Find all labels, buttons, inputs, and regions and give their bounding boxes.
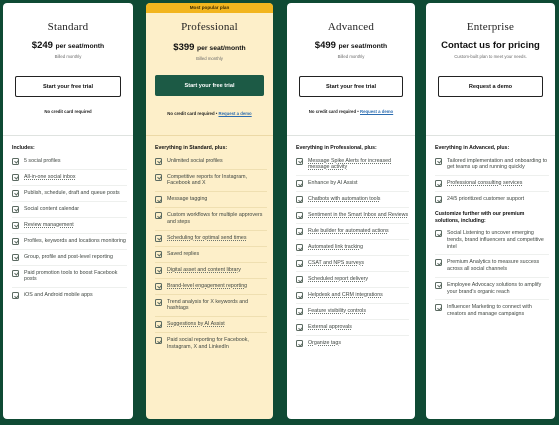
feature-item	[296, 340, 409, 351]
feature-text[interactable]: Helpdesk and CRM integrations	[308, 292, 383, 299]
price-amount: $399	[173, 42, 195, 53]
feature-text: Paid promotion tools to boost Facebook posts	[24, 269, 118, 283]
feature-text: Unlimited social profiles	[167, 157, 223, 164]
no-credit-card-note	[146, 111, 273, 116]
plan-name: Enterprise	[466, 21, 515, 33]
feature-item	[155, 235, 267, 247]
checkmark-icon	[296, 196, 303, 203]
feature-items	[296, 158, 409, 352]
plan-name: Standard	[47, 21, 89, 33]
feature-item	[296, 324, 409, 336]
checkmark-icon	[155, 337, 162, 344]
divider	[146, 135, 273, 136]
feature-text: Enhance by AI Assist	[308, 180, 358, 187]
plan-header	[146, 13, 273, 135]
checkmark-icon	[435, 158, 442, 165]
start-free-trial-button[interactable]: Start your free trial	[155, 75, 264, 96]
feature-list	[296, 145, 409, 355]
feature-item	[12, 254, 127, 266]
feature-text[interactable]: Organize tags	[308, 340, 341, 347]
feature-item	[296, 158, 409, 177]
feature-list	[435, 145, 549, 326]
request-demo-link[interactable]: Request a demo	[359, 109, 394, 114]
feature-item	[155, 283, 267, 295]
feature-item	[12, 292, 127, 303]
request-demo-button[interactable]: Request a demo	[438, 76, 543, 97]
feature-items	[155, 158, 267, 355]
feature-text: Premium Analytics to measure success across all social channels	[447, 259, 540, 273]
feature-item	[12, 238, 127, 250]
plan-price	[3, 40, 133, 51]
price-unit: per seat/month	[55, 43, 105, 50]
feature-text: Saved replies	[167, 250, 200, 257]
feature-text: Paid social reporting for Facebook, Instagram, X and LinkedIn	[167, 337, 249, 350]
feature-text: Social content calendar	[24, 205, 80, 212]
feature-item	[155, 196, 267, 208]
no-credit-card-text: No credit card required	[44, 109, 92, 114]
feature-text: Influencer Marketing to connect with creators and manage campaigns	[447, 304, 532, 318]
checkmark-icon	[435, 230, 442, 237]
feature-items	[12, 158, 127, 304]
feature-text[interactable]: Scheduling for optimal send times	[167, 234, 247, 241]
most-popular-badge: Most popular plan	[146, 3, 273, 13]
feature-item	[435, 282, 549, 301]
plan-header	[426, 3, 555, 135]
feature-item	[296, 228, 409, 240]
feature-text[interactable]: Message Spike Alerts for increased message activity	[308, 157, 392, 171]
feature-item	[296, 244, 409, 256]
checkmark-icon	[155, 321, 162, 328]
premium-feature-items	[435, 230, 549, 322]
checkmark-icon	[296, 324, 303, 331]
premium-solutions-heading: Customize further with our premium solutions, including:	[435, 211, 525, 224]
feature-text[interactable]: Sentiment in the Smart Inbox and Reviews	[308, 212, 409, 219]
checkmark-icon	[12, 174, 19, 181]
feature-item	[435, 304, 549, 322]
feature-item	[435, 180, 549, 192]
billing-note: Billed monthly	[54, 54, 82, 59]
feature-item	[296, 212, 409, 224]
plan-name: Advanced	[327, 21, 375, 33]
feature-item	[155, 174, 267, 193]
feature-item	[155, 337, 267, 355]
feature-item	[12, 270, 127, 289]
checkmark-icon	[12, 222, 19, 229]
feature-item	[296, 308, 409, 320]
feature-item	[155, 299, 267, 318]
features-heading: Includes:	[12, 145, 35, 151]
features-heading: Everything in Professional, plus:	[296, 145, 377, 151]
checkmark-icon	[12, 254, 19, 261]
checkmark-icon	[155, 267, 162, 274]
feature-text: Competitive reports for Instagram, Facebook and X	[167, 173, 248, 187]
feature-item	[155, 267, 267, 279]
feature-text: Employee Advocacy solutions to amplify your brand's organic reach	[447, 281, 542, 295]
feature-item	[296, 196, 409, 208]
start-free-trial-button[interactable]: Start your free trial	[15, 76, 121, 97]
divider	[287, 135, 415, 136]
checkmark-icon	[12, 292, 19, 299]
plan-card-enterprise	[426, 3, 555, 419]
checkmark-icon	[296, 158, 303, 165]
checkmark-icon	[296, 340, 303, 347]
checkmark-icon	[296, 244, 303, 251]
checkmark-icon	[155, 158, 162, 165]
plan-header	[3, 3, 133, 135]
checkmark-icon	[435, 282, 442, 289]
checkmark-icon	[12, 158, 19, 165]
feature-item	[155, 212, 267, 231]
checkmark-icon	[296, 228, 303, 235]
plan-price	[146, 42, 273, 53]
feature-text[interactable]: Digital asset and content library	[167, 266, 241, 273]
feature-item	[296, 276, 409, 288]
feature-text[interactable]: External approvals	[308, 324, 352, 331]
checkmark-icon	[155, 299, 162, 306]
feature-text: Group, profile and post-level reporting	[24, 253, 113, 260]
feature-text: 5 social profiles	[24, 157, 61, 164]
features-heading: Everything in Standard, plus:	[155, 145, 228, 151]
checkmark-icon	[296, 276, 303, 283]
feature-item	[12, 158, 127, 170]
checkmark-icon	[155, 235, 162, 242]
feature-text[interactable]: Chatbots with automation tools	[308, 196, 381, 203]
checkmark-icon	[155, 196, 162, 203]
feature-text: Social Listening to uncover emerging trends, brand influencers and competitive intel	[447, 230, 544, 250]
feature-items	[435, 158, 549, 208]
feature-text[interactable]: CSAT and NPS surveys	[308, 260, 365, 267]
feature-list	[155, 145, 267, 359]
plan-name: Professional	[181, 21, 238, 33]
checkmark-icon	[435, 304, 442, 311]
checkmark-icon	[435, 180, 442, 187]
checkmark-icon	[296, 292, 303, 299]
feature-text[interactable]: Review management	[24, 221, 74, 228]
feature-item	[296, 260, 409, 272]
plan-card-standard	[3, 3, 133, 419]
feature-item	[435, 230, 549, 255]
feature-item	[12, 174, 127, 186]
price-amount: Contact us for pricing	[441, 40, 540, 51]
feature-text[interactable]: Automated link tracking	[308, 244, 364, 251]
checkmark-icon	[155, 212, 162, 219]
feature-text[interactable]: Suggestions by AI Assist	[167, 321, 225, 328]
feature-text[interactable]: Professional consulting services	[447, 180, 523, 187]
checkmark-icon	[435, 196, 442, 203]
price-unit: per seat/month	[196, 45, 246, 52]
feature-item	[296, 292, 409, 304]
feature-text: Publish, schedule, draft and queue posts	[24, 189, 120, 196]
plan-card-professional	[146, 3, 273, 419]
checkmark-icon	[12, 238, 19, 245]
billing-note: Custom-built plan to meet your needs.	[454, 54, 527, 59]
divider	[3, 135, 133, 136]
checkmark-icon	[296, 180, 303, 187]
feature-text[interactable]: Rule builder for automated actions	[308, 228, 389, 235]
feature-text: Trend analysis for X keywords and hashtags	[167, 298, 249, 312]
no-credit-card-text: No credit card required •	[167, 111, 218, 116]
feature-text[interactable]: Brand-level engagement reporting	[167, 282, 248, 289]
start-free-trial-button[interactable]: Start your free trial	[299, 76, 403, 97]
checkmark-icon	[296, 260, 303, 267]
features-heading: Everything in Advanced, plus:	[435, 145, 510, 151]
feature-item	[155, 321, 267, 333]
feature-text[interactable]: Feature visibility controls	[308, 308, 366, 315]
checkmark-icon	[296, 212, 303, 219]
checkmark-icon	[12, 270, 19, 277]
feature-item	[155, 251, 267, 263]
request-demo-link[interactable]: Request a demo	[218, 111, 252, 116]
price-amount: $249	[31, 40, 53, 51]
billing-note: Billed monthly	[337, 54, 365, 59]
feature-item	[435, 259, 549, 278]
checkmark-icon	[12, 190, 19, 197]
checkmark-icon	[12, 206, 19, 213]
price-amount: $499	[314, 40, 336, 51]
checkmark-icon	[155, 283, 162, 290]
checkmark-icon	[155, 251, 162, 258]
feature-item	[435, 158, 549, 177]
feature-text: Tailored implementation and onboarding to get teams up and running quickly	[447, 157, 548, 171]
checkmark-icon	[296, 308, 303, 315]
feature-text[interactable]: Scheduled report delivery	[308, 276, 369, 283]
price-unit: per seat/month	[338, 43, 388, 50]
feature-text: Custom workflows for multiple approvers and steps	[167, 212, 263, 225]
feature-item	[12, 190, 127, 202]
feature-text[interactable]: All-in-one social inbox	[24, 173, 76, 180]
checkmark-icon	[435, 259, 442, 266]
feature-item	[435, 196, 549, 207]
feature-text: Profiles, keywords and locations monitoring	[24, 237, 126, 244]
feature-text: Message tagging	[167, 196, 208, 203]
feature-item	[155, 158, 267, 170]
checkmark-icon	[155, 174, 162, 181]
feature-text: 24/5 prioritized customer support	[447, 196, 525, 203]
plan-price	[287, 40, 415, 51]
billing-note: Billed monthly	[196, 56, 223, 61]
no-credit-card-note	[3, 109, 133, 114]
feature-item	[12, 206, 127, 218]
plan-card-advanced	[287, 3, 415, 419]
feature-text: iOS and Android mobile apps	[24, 292, 93, 299]
feature-list	[12, 145, 127, 307]
feature-item	[296, 180, 409, 192]
plan-price	[426, 40, 555, 51]
no-credit-card-note	[287, 109, 415, 114]
divider	[426, 135, 555, 136]
no-credit-card-text: No credit card required •	[308, 109, 359, 114]
feature-item	[12, 222, 127, 234]
plan-header	[287, 3, 415, 135]
